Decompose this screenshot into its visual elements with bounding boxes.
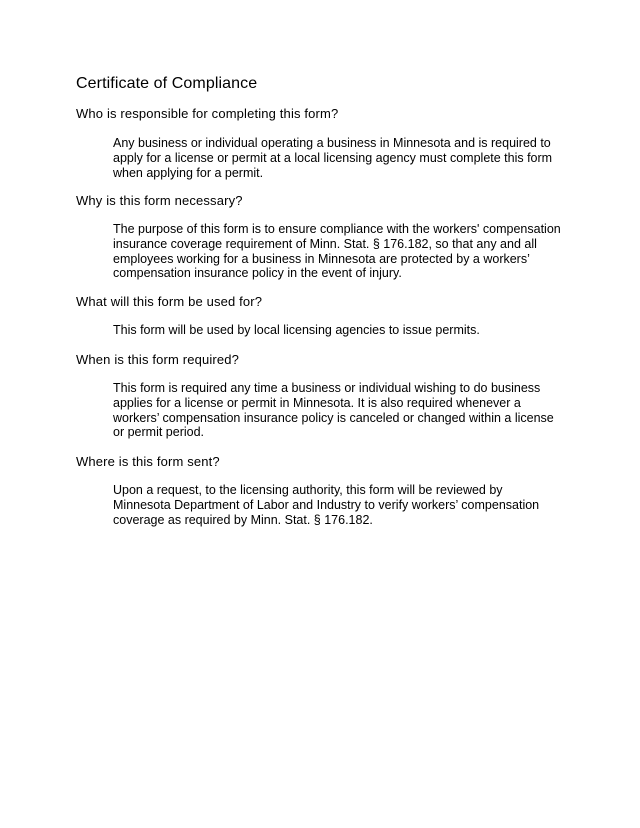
answer-line: Any business or individual operating a business in Minnesota and is required to bbox=[113, 136, 551, 150]
answer-line: compensation insurance policy in the event of injury. bbox=[113, 266, 402, 281]
answer-line: workers’ compensation insurance policy is canceled or changed within a license bbox=[113, 410, 554, 425]
answer-line: This form will be used by local licensing agencies to issue permits. bbox=[113, 323, 480, 337]
answer-line: Upon a request, to the licensing authority, this form will be reviewed by bbox=[113, 483, 503, 497]
answer-who-responsible bbox=[113, 136, 583, 180]
answer-where-sent bbox=[113, 483, 583, 527]
question-where-sent: Where is this form sent? bbox=[76, 454, 220, 469]
answer-line: or permit period. bbox=[113, 425, 205, 440]
page-title: Certificate of Compliance bbox=[76, 75, 258, 92]
question-who-responsible: Who is responsible for completing this form? bbox=[76, 106, 339, 121]
answer-line: Minnesota Department of Labor and Industry to verify workers’ compensation bbox=[113, 497, 540, 512]
answer-line: The purpose of this form is to ensure compliance with the workers' compensation bbox=[113, 222, 561, 236]
question-why-necessary: Why is this form necessary? bbox=[76, 193, 243, 208]
answer-line: This form is required any time a business or individual wishing to do business bbox=[113, 381, 541, 395]
answer-what-used-for bbox=[113, 323, 583, 338]
answer-line: employees working for a business in Minnesota are protected by a workers’ bbox=[113, 251, 530, 266]
answer-line: apply for a license or permit at a local licensing agency must complete this form bbox=[113, 150, 553, 165]
answer-why-necessary bbox=[113, 222, 583, 281]
answer-line: applies for a license or permit in Minnesota. It is also required whenever a bbox=[113, 395, 521, 410]
answer-when-required bbox=[113, 381, 583, 440]
question-when-required: When is this form required? bbox=[76, 352, 240, 367]
answer-line: when applying for a permit. bbox=[113, 165, 264, 180]
answer-line: insurance coverage requirement of Minn. Stat. § 176.182, so that any and all bbox=[113, 236, 537, 251]
question-what-used-for: What will this form be used for? bbox=[76, 294, 263, 309]
answer-line: coverage as required by Minn. Stat. § 176.182. bbox=[113, 512, 373, 527]
